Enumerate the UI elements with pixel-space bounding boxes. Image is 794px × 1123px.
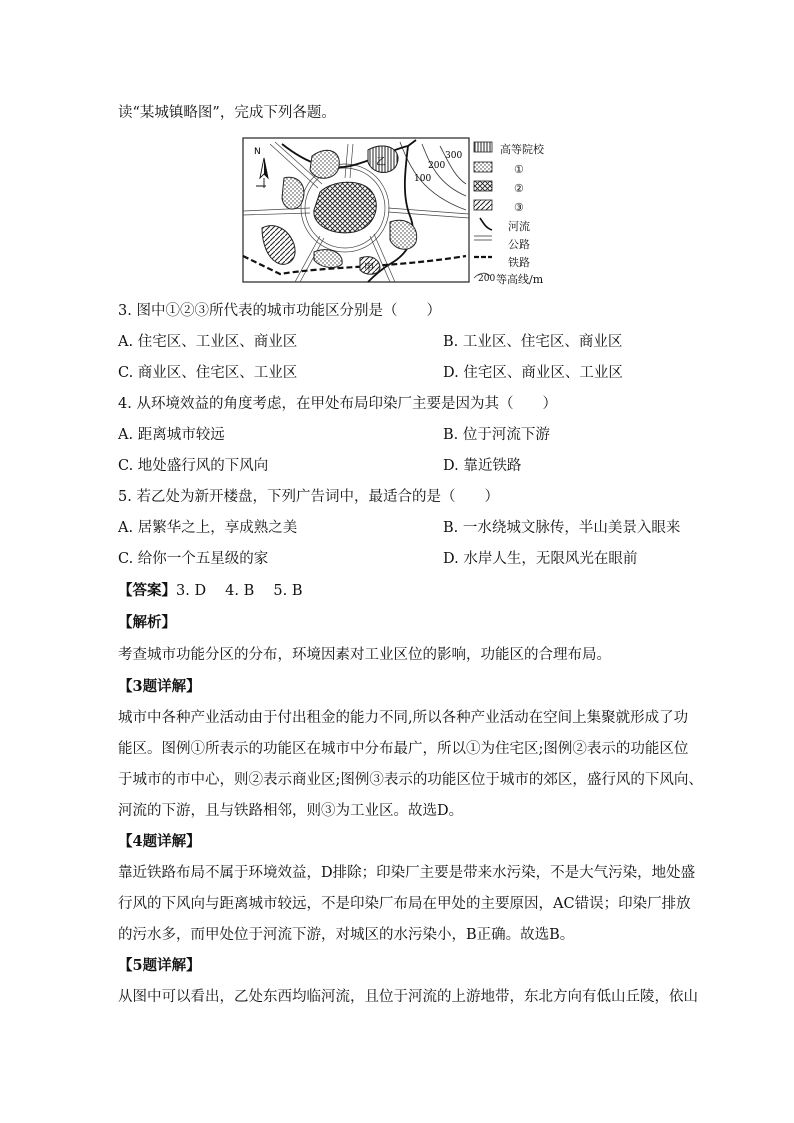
- legend-contour-label: 等高线/m: [496, 273, 544, 286]
- intro-text: 读“某城镇略图”，完成下列各题。: [118, 105, 336, 121]
- legend-railway-label: 铁路: [508, 256, 530, 269]
- legend-river-label: 河流: [508, 220, 530, 233]
- analysis-label: 【解析】: [118, 614, 176, 631]
- question-3-option-d: D. 住宅区、商业区、工业区: [443, 365, 623, 381]
- detail4-line: 靠近铁路布局不属于环境效益，D排除；印染厂主要是带来水污染，不是大气污染，地处盛: [118, 865, 696, 881]
- legend-zone1-label: ①: [514, 163, 524, 176]
- question-4-option-d: D. 靠近铁路: [443, 458, 522, 474]
- contour-100: 100: [414, 174, 432, 184]
- detail3-line: 能区。图例①所表示的功能区在城市中分布最广，所以①为住宅区;图例②表示的功能区位: [118, 741, 689, 757]
- contour-300: 300: [445, 151, 463, 161]
- jia-label: 甲: [364, 263, 374, 274]
- question-3-stem: 3. 图中①②③所代表的城市功能区分别是（ ）: [118, 303, 441, 319]
- north-label: N: [254, 147, 261, 157]
- question-3-option-b: B. 工业区、住宅区、商业区: [443, 334, 623, 350]
- analysis-text: 考查城市功能分区的分布，环境因素对工业区位的影响，功能区的合理布局。: [118, 647, 611, 663]
- detail4-label: 【4题详解】: [118, 833, 201, 850]
- question-3-option-c: C. 商业区、住宅区、工业区: [118, 365, 298, 381]
- legend-zone2-swatch: [474, 181, 492, 191]
- question-4-option-a: A. 距离城市较远: [118, 427, 225, 443]
- question-5-option-a: A. 居繁华之上，享成熟之美: [118, 520, 298, 536]
- detail3-line: 于城市的市中心，则②表示商业区;图例③表示的功能区位于城市的郊区，盛行风的下风向、: [118, 772, 703, 788]
- question-5-option-c: C. 给你一个五星级的家: [118, 551, 269, 567]
- legend-road-icon: [474, 236, 492, 240]
- legend-college-swatch: [474, 142, 492, 152]
- question-5-option-b: B. 一水绕城文脉传，半山美景入眼来: [443, 520, 681, 536]
- detail4-line: 行风的下风向与距离城市较远，不是印染厂布局在甲处的主要原因，AC错误；印染厂排放: [118, 896, 691, 912]
- legend-zone1-swatch: [474, 162, 492, 172]
- contour-200: 200: [428, 161, 446, 171]
- detail3-label: 【3题详解】: [118, 678, 201, 695]
- detail4-line: 的污水多，而甲处位于河流下游，对城区的水污染小，B正确。故选B。: [118, 927, 575, 943]
- detail5-label: 【5题详解】: [118, 957, 201, 974]
- yi-label: 乙: [376, 157, 386, 168]
- detail3-line: 河流的下游，且与铁路相邻，则③为工业区。故选D。: [118, 803, 464, 819]
- question-4-stem: 4. 从环境效益的角度考虑，在甲处布局印染厂主要是因为其（ ）: [118, 396, 557, 412]
- legend-zone3-swatch: [474, 200, 492, 210]
- detail3-line: 城市中各种产业活动由于付出租金的能力不同,所以各种产业活动在空间上集聚就形成了功: [118, 710, 689, 726]
- map-legend: [474, 142, 492, 278]
- question-4-option-b: B. 位于河流下游: [443, 427, 550, 443]
- legend-contour-sample: 200: [478, 274, 496, 284]
- legend-river-icon: [480, 218, 492, 230]
- detail5-line: 从图中可以看出，乙处东西均临河流，且位于河流的上游地带，东北方向有低山丘陵，依山: [118, 989, 698, 1005]
- question-3-option-a: A. 住宅区、工业区、商业区: [118, 334, 298, 350]
- answer-line: [118, 582, 303, 600]
- zone2-area: [314, 182, 376, 233]
- question-5-option-d: D. 水岸人生，无限风光在眼前: [443, 551, 638, 567]
- legend-college-label: 高等院校: [500, 143, 544, 156]
- legend-zone2-label: ②: [514, 182, 524, 195]
- question-5-stem: 5. 若乙处为新开楼盘，下列广告词中，最适合的是（ ）: [118, 489, 499, 505]
- answer-text: 3. D 4. B 5. B: [176, 583, 303, 599]
- answer-label: 【答案】: [118, 582, 176, 599]
- legend-zone3-label: ③: [514, 201, 524, 214]
- question-4-option-c: C. 地处盛行风的下风向: [118, 458, 269, 474]
- legend-road-label: 公路: [508, 238, 530, 251]
